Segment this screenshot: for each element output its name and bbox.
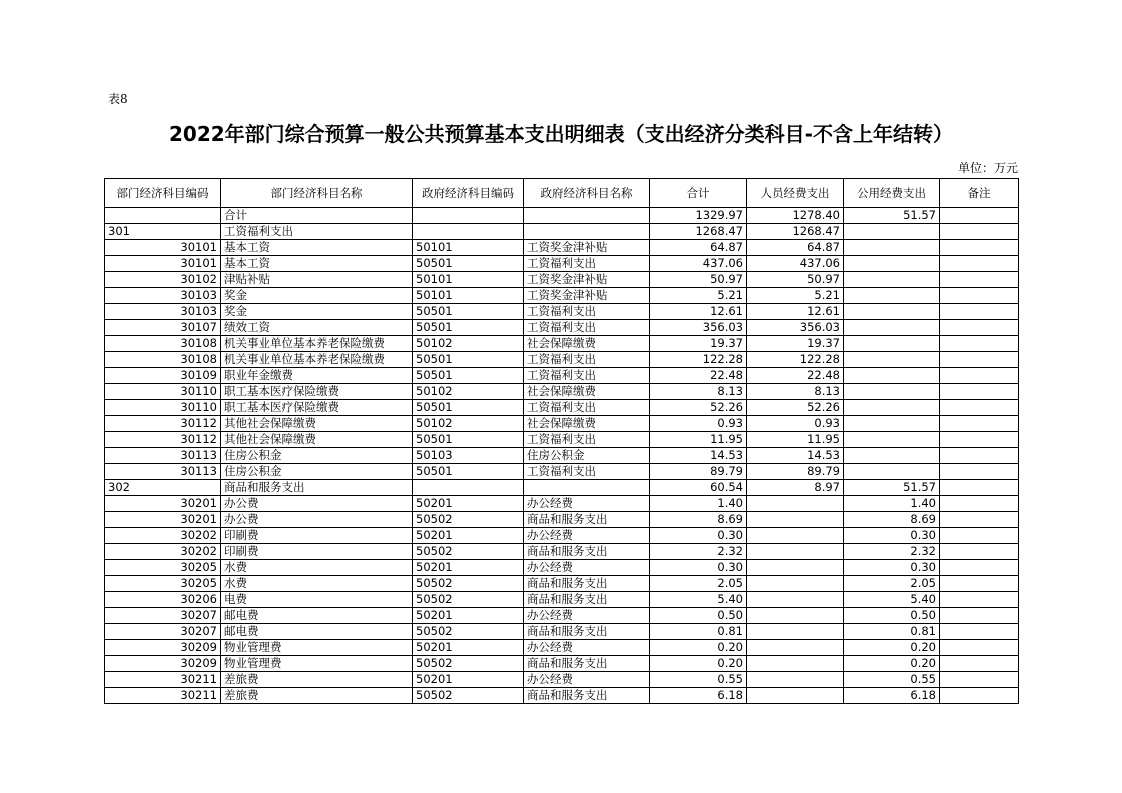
gov-code-cell: 50501	[413, 304, 524, 320]
dept-name-cell: 物业管理费	[221, 656, 413, 672]
public-cell: 2.05	[844, 576, 940, 592]
dept-name-cell: 水费	[221, 576, 413, 592]
table-row	[105, 416, 1019, 432]
remarks-cell	[940, 560, 1019, 576]
dept-code-cell: 30201	[105, 496, 221, 512]
table-row	[105, 576, 1019, 592]
remarks-cell	[940, 464, 1019, 480]
gov-name-cell: 商品和服务支出	[524, 656, 650, 672]
public-cell	[844, 464, 940, 480]
gov-name-cell: 工资福利支出	[524, 368, 650, 384]
personnel-cell: 14.53	[747, 448, 844, 464]
gov-code-cell	[413, 480, 524, 496]
table-row	[105, 304, 1019, 320]
remarks-cell	[940, 320, 1019, 336]
dept-name-cell: 电费	[221, 592, 413, 608]
total-cell: 8.13	[650, 384, 747, 400]
dept-name-cell: 邮电费	[221, 608, 413, 624]
personnel-cell	[747, 528, 844, 544]
header-remarks: 备注	[940, 179, 1019, 208]
dept-code-cell: 30109	[105, 368, 221, 384]
dept-name-cell: 合计	[221, 208, 413, 224]
gov-code-cell: 50201	[413, 560, 524, 576]
personnel-cell	[747, 544, 844, 560]
total-cell: 64.87	[650, 240, 747, 256]
public-cell: 0.20	[844, 656, 940, 672]
dept-name-cell: 水费	[221, 560, 413, 576]
total-cell: 437.06	[650, 256, 747, 272]
table-row	[105, 608, 1019, 624]
personnel-cell: 64.87	[747, 240, 844, 256]
dept-code-cell: 30209	[105, 656, 221, 672]
gov-name-cell: 社会保障缴费	[524, 336, 650, 352]
public-cell	[844, 368, 940, 384]
dept-code-cell: 30209	[105, 640, 221, 656]
dept-code-cell: 30101	[105, 256, 221, 272]
total-cell: 2.05	[650, 576, 747, 592]
dept-code-cell: 301	[105, 224, 221, 240]
gov-code-cell: 50502	[413, 624, 524, 640]
total-cell: 52.26	[650, 400, 747, 416]
remarks-cell	[940, 672, 1019, 688]
personnel-cell: 12.61	[747, 304, 844, 320]
dept-name-cell: 商品和服务支出	[221, 480, 413, 496]
dept-code-cell: 30207	[105, 624, 221, 640]
remarks-cell	[940, 208, 1019, 224]
header-total: 合计	[650, 179, 747, 208]
remarks-cell	[940, 544, 1019, 560]
dept-name-cell: 其他社会保障缴费	[221, 416, 413, 432]
personnel-cell	[747, 688, 844, 704]
remarks-cell	[940, 688, 1019, 704]
dept-code-cell: 30206	[105, 592, 221, 608]
table-row	[105, 240, 1019, 256]
header-dept-code: 部门经济科目编码	[105, 179, 221, 208]
table-row	[105, 256, 1019, 272]
dept-name-cell: 印刷费	[221, 528, 413, 544]
dept-name-cell: 住房公积金	[221, 464, 413, 480]
remarks-cell	[940, 608, 1019, 624]
public-cell: 2.32	[844, 544, 940, 560]
table-row	[105, 432, 1019, 448]
budget-detail-table	[104, 178, 1019, 704]
gov-code-cell: 50501	[413, 464, 524, 480]
personnel-cell: 8.13	[747, 384, 844, 400]
gov-name-cell: 工资福利支出	[524, 400, 650, 416]
table-row	[105, 640, 1019, 656]
gov-code-cell: 50502	[413, 592, 524, 608]
remarks-cell	[940, 496, 1019, 512]
gov-code-cell: 50502	[413, 576, 524, 592]
table-row	[105, 672, 1019, 688]
dept-code-cell: 30211	[105, 672, 221, 688]
dept-code-cell: 30103	[105, 288, 221, 304]
total-cell: 1329.97	[650, 208, 747, 224]
gov-name-cell: 商品和服务支出	[524, 592, 650, 608]
total-cell: 2.32	[650, 544, 747, 560]
gov-name-cell: 工资奖金津补贴	[524, 272, 650, 288]
unit-label: 单位：万元	[957, 161, 1018, 175]
table-row	[105, 368, 1019, 384]
personnel-cell: 122.28	[747, 352, 844, 368]
remarks-cell	[940, 304, 1019, 320]
gov-name-cell: 办公经费	[524, 560, 650, 576]
remarks-cell	[940, 528, 1019, 544]
total-cell: 60.54	[650, 480, 747, 496]
remarks-cell	[940, 240, 1019, 256]
total-cell: 0.30	[650, 528, 747, 544]
total-cell: 356.03	[650, 320, 747, 336]
personnel-cell: 89.79	[747, 464, 844, 480]
header-gov-name: 政府经济科目名称	[524, 179, 650, 208]
gov-code-cell: 50501	[413, 432, 524, 448]
header-public: 公用经费支出	[844, 179, 940, 208]
header-row	[105, 179, 1019, 208]
dept-code-cell: 30103	[105, 304, 221, 320]
gov-code-cell	[413, 224, 524, 240]
total-cell: 5.40	[650, 592, 747, 608]
table-row	[105, 352, 1019, 368]
dept-name-cell: 绩效工资	[221, 320, 413, 336]
remarks-cell	[940, 352, 1019, 368]
dept-name-cell: 工资福利支出	[221, 224, 413, 240]
gov-name-cell: 办公经费	[524, 528, 650, 544]
header-personnel: 人员经费支出	[747, 179, 844, 208]
gov-code-cell: 50502	[413, 544, 524, 560]
gov-name-cell: 工资福利支出	[524, 464, 650, 480]
gov-name-cell: 工资福利支出	[524, 352, 650, 368]
total-cell: 0.93	[650, 416, 747, 432]
dept-name-cell: 职工基本医疗保险缴费	[221, 384, 413, 400]
total-cell: 12.61	[650, 304, 747, 320]
table-row	[105, 320, 1019, 336]
dept-name-cell: 机关事业单位基本养老保险缴费	[221, 352, 413, 368]
dept-name-cell: 印刷费	[221, 544, 413, 560]
gov-name-cell	[524, 208, 650, 224]
dept-code-cell: 30101	[105, 240, 221, 256]
public-cell	[844, 256, 940, 272]
table-row	[105, 448, 1019, 464]
public-cell: 0.30	[844, 528, 940, 544]
table-row	[105, 688, 1019, 704]
public-cell	[844, 352, 940, 368]
personnel-cell: 356.03	[747, 320, 844, 336]
personnel-cell: 0.93	[747, 416, 844, 432]
page-title: 2022年部门综合预算一般公共预算基本支出明细表（支出经济分类科目-不含上年结转）	[169, 122, 953, 146]
dept-name-cell: 基本工资	[221, 256, 413, 272]
dept-code-cell: 30113	[105, 448, 221, 464]
table-row	[105, 656, 1019, 672]
remarks-cell	[940, 624, 1019, 640]
remarks-cell	[940, 576, 1019, 592]
table-number-label: 表8	[108, 92, 128, 106]
gov-name-cell: 办公经费	[524, 672, 650, 688]
gov-code-cell: 50501	[413, 400, 524, 416]
gov-code-cell: 50103	[413, 448, 524, 464]
dept-code-cell	[105, 208, 221, 224]
table-row	[105, 400, 1019, 416]
table-row	[105, 224, 1019, 240]
total-cell: 89.79	[650, 464, 747, 480]
public-cell	[844, 272, 940, 288]
personnel-cell: 22.48	[747, 368, 844, 384]
personnel-cell: 5.21	[747, 288, 844, 304]
personnel-cell: 1278.40	[747, 208, 844, 224]
gov-name-cell: 工资福利支出	[524, 304, 650, 320]
dept-name-cell: 办公费	[221, 496, 413, 512]
dept-name-cell: 物业管理费	[221, 640, 413, 656]
table-row	[105, 528, 1019, 544]
dept-name-cell: 奖金	[221, 288, 413, 304]
table-row	[105, 288, 1019, 304]
gov-code-cell	[413, 208, 524, 224]
dept-name-cell: 基本工资	[221, 240, 413, 256]
public-cell	[844, 240, 940, 256]
gov-code-cell: 50502	[413, 688, 524, 704]
dept-name-cell: 职工基本医疗保险缴费	[221, 400, 413, 416]
public-cell: 8.69	[844, 512, 940, 528]
total-cell: 6.18	[650, 688, 747, 704]
dept-code-cell: 30205	[105, 560, 221, 576]
table-row	[105, 560, 1019, 576]
remarks-cell	[940, 272, 1019, 288]
gov-code-cell: 50201	[413, 640, 524, 656]
gov-code-cell: 50501	[413, 256, 524, 272]
table-row	[105, 272, 1019, 288]
remarks-cell	[940, 256, 1019, 272]
personnel-cell	[747, 512, 844, 528]
public-cell	[844, 400, 940, 416]
personnel-cell	[747, 576, 844, 592]
dept-code-cell: 30110	[105, 400, 221, 416]
total-cell: 122.28	[650, 352, 747, 368]
public-cell: 0.55	[844, 672, 940, 688]
total-cell: 1.40	[650, 496, 747, 512]
dept-code-cell: 30112	[105, 416, 221, 432]
dept-code-cell: 30201	[105, 512, 221, 528]
gov-code-cell: 50101	[413, 272, 524, 288]
personnel-cell	[747, 624, 844, 640]
table-row	[105, 208, 1019, 224]
personnel-cell: 8.97	[747, 480, 844, 496]
remarks-cell	[940, 336, 1019, 352]
gov-name-cell: 商品和服务支出	[524, 544, 650, 560]
public-cell	[844, 320, 940, 336]
gov-name-cell: 住房公积金	[524, 448, 650, 464]
remarks-cell	[940, 448, 1019, 464]
table-header	[105, 179, 1019, 208]
personnel-cell	[747, 656, 844, 672]
dept-name-cell: 差旅费	[221, 672, 413, 688]
dept-name-cell: 差旅费	[221, 688, 413, 704]
gov-code-cell: 50102	[413, 416, 524, 432]
gov-name-cell: 工资福利支出	[524, 320, 650, 336]
remarks-cell	[940, 592, 1019, 608]
public-cell	[844, 288, 940, 304]
personnel-cell	[747, 496, 844, 512]
gov-code-cell: 50101	[413, 240, 524, 256]
public-cell	[844, 304, 940, 320]
dept-code-cell: 302	[105, 480, 221, 496]
total-cell: 14.53	[650, 448, 747, 464]
total-cell: 11.95	[650, 432, 747, 448]
public-cell	[844, 416, 940, 432]
remarks-cell	[940, 224, 1019, 240]
remarks-cell	[940, 432, 1019, 448]
gov-name-cell: 商品和服务支出	[524, 688, 650, 704]
public-cell	[844, 224, 940, 240]
dept-name-cell: 办公费	[221, 512, 413, 528]
personnel-cell: 52.26	[747, 400, 844, 416]
personnel-cell: 11.95	[747, 432, 844, 448]
table-row	[105, 384, 1019, 400]
dept-code-cell: 30211	[105, 688, 221, 704]
gov-code-cell: 50501	[413, 368, 524, 384]
public-cell: 6.18	[844, 688, 940, 704]
gov-name-cell: 社会保障缴费	[524, 384, 650, 400]
dept-code-cell: 30107	[105, 320, 221, 336]
gov-code-cell: 50101	[413, 288, 524, 304]
dept-code-cell: 30110	[105, 384, 221, 400]
public-cell	[844, 448, 940, 464]
personnel-cell: 50.97	[747, 272, 844, 288]
public-cell	[844, 384, 940, 400]
public-cell	[844, 432, 940, 448]
table-body	[105, 208, 1019, 704]
dept-name-cell: 住房公积金	[221, 448, 413, 464]
gov-name-cell	[524, 480, 650, 496]
table-row	[105, 544, 1019, 560]
dept-name-cell: 职业年金缴费	[221, 368, 413, 384]
remarks-cell	[940, 480, 1019, 496]
dept-code-cell: 30112	[105, 432, 221, 448]
remarks-cell	[940, 416, 1019, 432]
gov-name-cell: 商品和服务支出	[524, 576, 650, 592]
dept-code-cell: 30108	[105, 336, 221, 352]
gov-name-cell	[524, 224, 650, 240]
gov-name-cell: 工资奖金津补贴	[524, 240, 650, 256]
remarks-cell	[940, 368, 1019, 384]
gov-code-cell: 50201	[413, 528, 524, 544]
header-dept-name: 部门经济科目名称	[221, 179, 413, 208]
gov-code-cell: 50102	[413, 336, 524, 352]
gov-name-cell: 办公经费	[524, 496, 650, 512]
public-cell: 0.30	[844, 560, 940, 576]
table-row	[105, 464, 1019, 480]
total-cell: 50.97	[650, 272, 747, 288]
dept-name-cell: 其他社会保障缴费	[221, 432, 413, 448]
public-cell: 51.57	[844, 208, 940, 224]
gov-name-cell: 商品和服务支出	[524, 624, 650, 640]
total-cell: 5.21	[650, 288, 747, 304]
gov-name-cell: 工资福利支出	[524, 432, 650, 448]
personnel-cell	[747, 592, 844, 608]
gov-name-cell: 工资福利支出	[524, 256, 650, 272]
dept-name-cell: 津贴补贴	[221, 272, 413, 288]
gov-code-cell: 50501	[413, 352, 524, 368]
public-cell: 0.20	[844, 640, 940, 656]
gov-name-cell: 办公经费	[524, 608, 650, 624]
table-row	[105, 496, 1019, 512]
personnel-cell: 1268.47	[747, 224, 844, 240]
public-cell: 1.40	[844, 496, 940, 512]
table-row	[105, 480, 1019, 496]
dept-name-cell: 机关事业单位基本养老保险缴费	[221, 336, 413, 352]
dept-code-cell: 30202	[105, 528, 221, 544]
public-cell	[844, 336, 940, 352]
table-row	[105, 512, 1019, 528]
dept-code-cell: 30102	[105, 272, 221, 288]
remarks-cell	[940, 656, 1019, 672]
public-cell: 51.57	[844, 480, 940, 496]
dept-name-cell: 奖金	[221, 304, 413, 320]
total-cell: 1268.47	[650, 224, 747, 240]
public-cell: 5.40	[844, 592, 940, 608]
gov-code-cell: 50502	[413, 512, 524, 528]
personnel-cell	[747, 608, 844, 624]
total-cell: 0.55	[650, 672, 747, 688]
personnel-cell	[747, 640, 844, 656]
remarks-cell	[940, 288, 1019, 304]
public-cell: 0.50	[844, 608, 940, 624]
dept-code-cell: 30113	[105, 464, 221, 480]
personnel-cell	[747, 560, 844, 576]
table-row	[105, 336, 1019, 352]
dept-code-cell: 30202	[105, 544, 221, 560]
total-cell: 22.48	[650, 368, 747, 384]
table-row	[105, 592, 1019, 608]
gov-name-cell: 办公经费	[524, 640, 650, 656]
total-cell: 8.69	[650, 512, 747, 528]
total-cell: 0.50	[650, 608, 747, 624]
gov-code-cell: 50501	[413, 320, 524, 336]
public-cell: 0.81	[844, 624, 940, 640]
table-row	[105, 624, 1019, 640]
dept-code-cell: 30207	[105, 608, 221, 624]
personnel-cell	[747, 672, 844, 688]
gov-code-cell: 50502	[413, 656, 524, 672]
gov-code-cell: 50102	[413, 384, 524, 400]
gov-name-cell: 社会保障缴费	[524, 416, 650, 432]
gov-name-cell: 商品和服务支出	[524, 512, 650, 528]
total-cell: 0.30	[650, 560, 747, 576]
gov-code-cell: 50201	[413, 608, 524, 624]
remarks-cell	[940, 400, 1019, 416]
gov-name-cell: 工资奖金津补贴	[524, 288, 650, 304]
total-cell: 0.20	[650, 656, 747, 672]
remarks-cell	[940, 512, 1019, 528]
gov-code-cell: 50201	[413, 496, 524, 512]
remarks-cell	[940, 640, 1019, 656]
dept-code-cell: 30108	[105, 352, 221, 368]
total-cell: 19.37	[650, 336, 747, 352]
gov-code-cell: 50201	[413, 672, 524, 688]
dept-name-cell: 邮电费	[221, 624, 413, 640]
header-gov-code: 政府经济科目编码	[413, 179, 524, 208]
total-cell: 0.81	[650, 624, 747, 640]
total-cell: 0.20	[650, 640, 747, 656]
dept-code-cell: 30205	[105, 576, 221, 592]
personnel-cell: 19.37	[747, 336, 844, 352]
personnel-cell: 437.06	[747, 256, 844, 272]
remarks-cell	[940, 384, 1019, 400]
